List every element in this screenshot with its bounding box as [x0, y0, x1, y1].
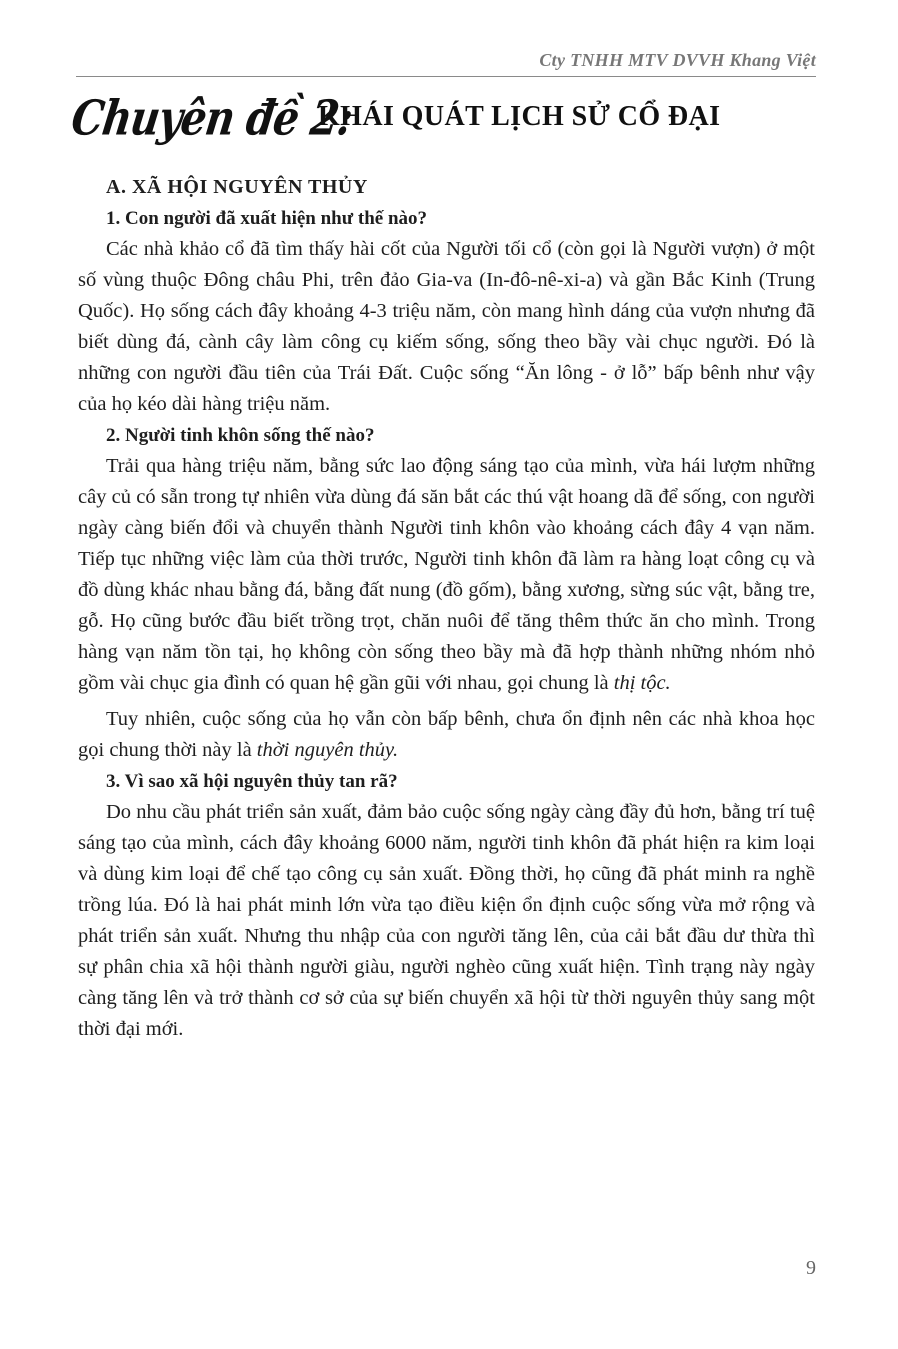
page-body: [78, 172, 815, 1045]
chapter-title: KHÁI QUÁT LỊCH SỬ CỔ ĐẠI: [318, 101, 721, 132]
chapter-label: Chuyên đề 2:: [68, 90, 356, 147]
running-header: Cty TNHH MTV DVVH Khang Việt: [539, 50, 816, 70]
term-thoi-nguyen-thuy: thời nguyên thủy.: [256, 739, 399, 761]
question-2-heading: 2. Người tinh khôn sống thế nào?: [106, 425, 375, 446]
question-3-paragraph: Do nhu cầu phát triển sản xuất, đảm bảo cuộc sống ngày càng đầy đủ hơn, bằng trí tuệ sáng tạo của mình, cách đây khoảng 6000 năm, người tinh khôn đã phát hiện ra kim loại và dùng kim loại để chế tạo công cụ sản xuất. Đồng thời, họ cũng đã phát minh ra nghề trồng lúa. Đó là hai phát minh lớn vừa tạo điều kiện ổn định cuộc sống vừa mở rộng và phát triển sản xuất. Nhưng thu nhập của con người tăng lên, của cải bắt đầu dư thừa thì sự phân chia xã hội thành người giàu, người nghèo cũng xuất hiện. Tình trạng này ngày càng tăng lên và trở thành cơ sở của sự biến chuyển xã hội từ thời nguyên thủy sang một thời đại mới.: [78, 801, 815, 1040]
question-1-paragraph: Các nhà khảo cổ đã tìm thấy hài cốt của Người tối cổ (còn gọi là Người vượn) ở một số vùng thuộc Đông châu Phi, trên đảo Gia-va (In-đô-nê-xi-a) và gần Bắc Kinh (Trung Quốc). Họ sống cách đây khoảng 4-3 triệu năm, còn mang hình dáng của vượn nhưng đã biết dùng đá, cành cây làm công cụ kiếm sống, sống theo bầy vài chục người. Đó là những con người đầu tiên của Trái Đất. Cuộc sống “Ăn lông - ở lỗ” bấp bênh như vậy của họ kéo dài hàng triệu năm.: [78, 238, 815, 415]
header-divider: [76, 76, 816, 77]
question-3-heading: 3. Vì sao xã hội nguyên thủy tan rã?: [106, 771, 398, 792]
section-heading: A. XÃ HỘI NGUYÊN THỦY: [106, 176, 368, 198]
question-2-paragraph-2-text: Tuy nhiên, cuộc sống của họ vẫn còn bấp bênh, chưa ổn định nên các nhà khoa học gọi chung thời này là: [78, 708, 815, 761]
question-2-paragraph-1: [78, 451, 815, 699]
term-thi-toc: thị tộc.: [613, 672, 671, 694]
question-2-paragraph-1-text: Trải qua hàng triệu năm, bằng sức lao động sáng tạo của mình, vừa hái lượm những cây củ có sẵn trong tự nhiên vừa dùng đá săn bắt các thú vật hoang dã để sống, con người ngày càng biến đổi và chuyển thành Người tinh khôn vào khoảng cách đây 4 vạn năm. Tiếp tục những việc làm của thời trước, Người tinh khôn đã làm ra hàng loạt công cụ và đồ dùng khác nhau bằng đá, bằng đất nung (đồ gốm), bằng xương, sừng súc vật, bằng tre, gỗ. Họ cũng bước đầu biết trồng trọt, chăn nuôi để tăng thêm thức ăn cho mình. Trong hàng vạn năm tồn tại, họ không còn sống theo bầy mà đã hợp thành những nhóm nhỏ gồm vài chục gia đình có quan hệ gần gũi với nhau, gọi chung là: [78, 455, 815, 694]
page-number: 9: [806, 1257, 816, 1279]
question-2-paragraph-2: [78, 704, 815, 766]
question-1-heading: 1. Con người đã xuất hiện như thế nào?: [106, 208, 428, 229]
